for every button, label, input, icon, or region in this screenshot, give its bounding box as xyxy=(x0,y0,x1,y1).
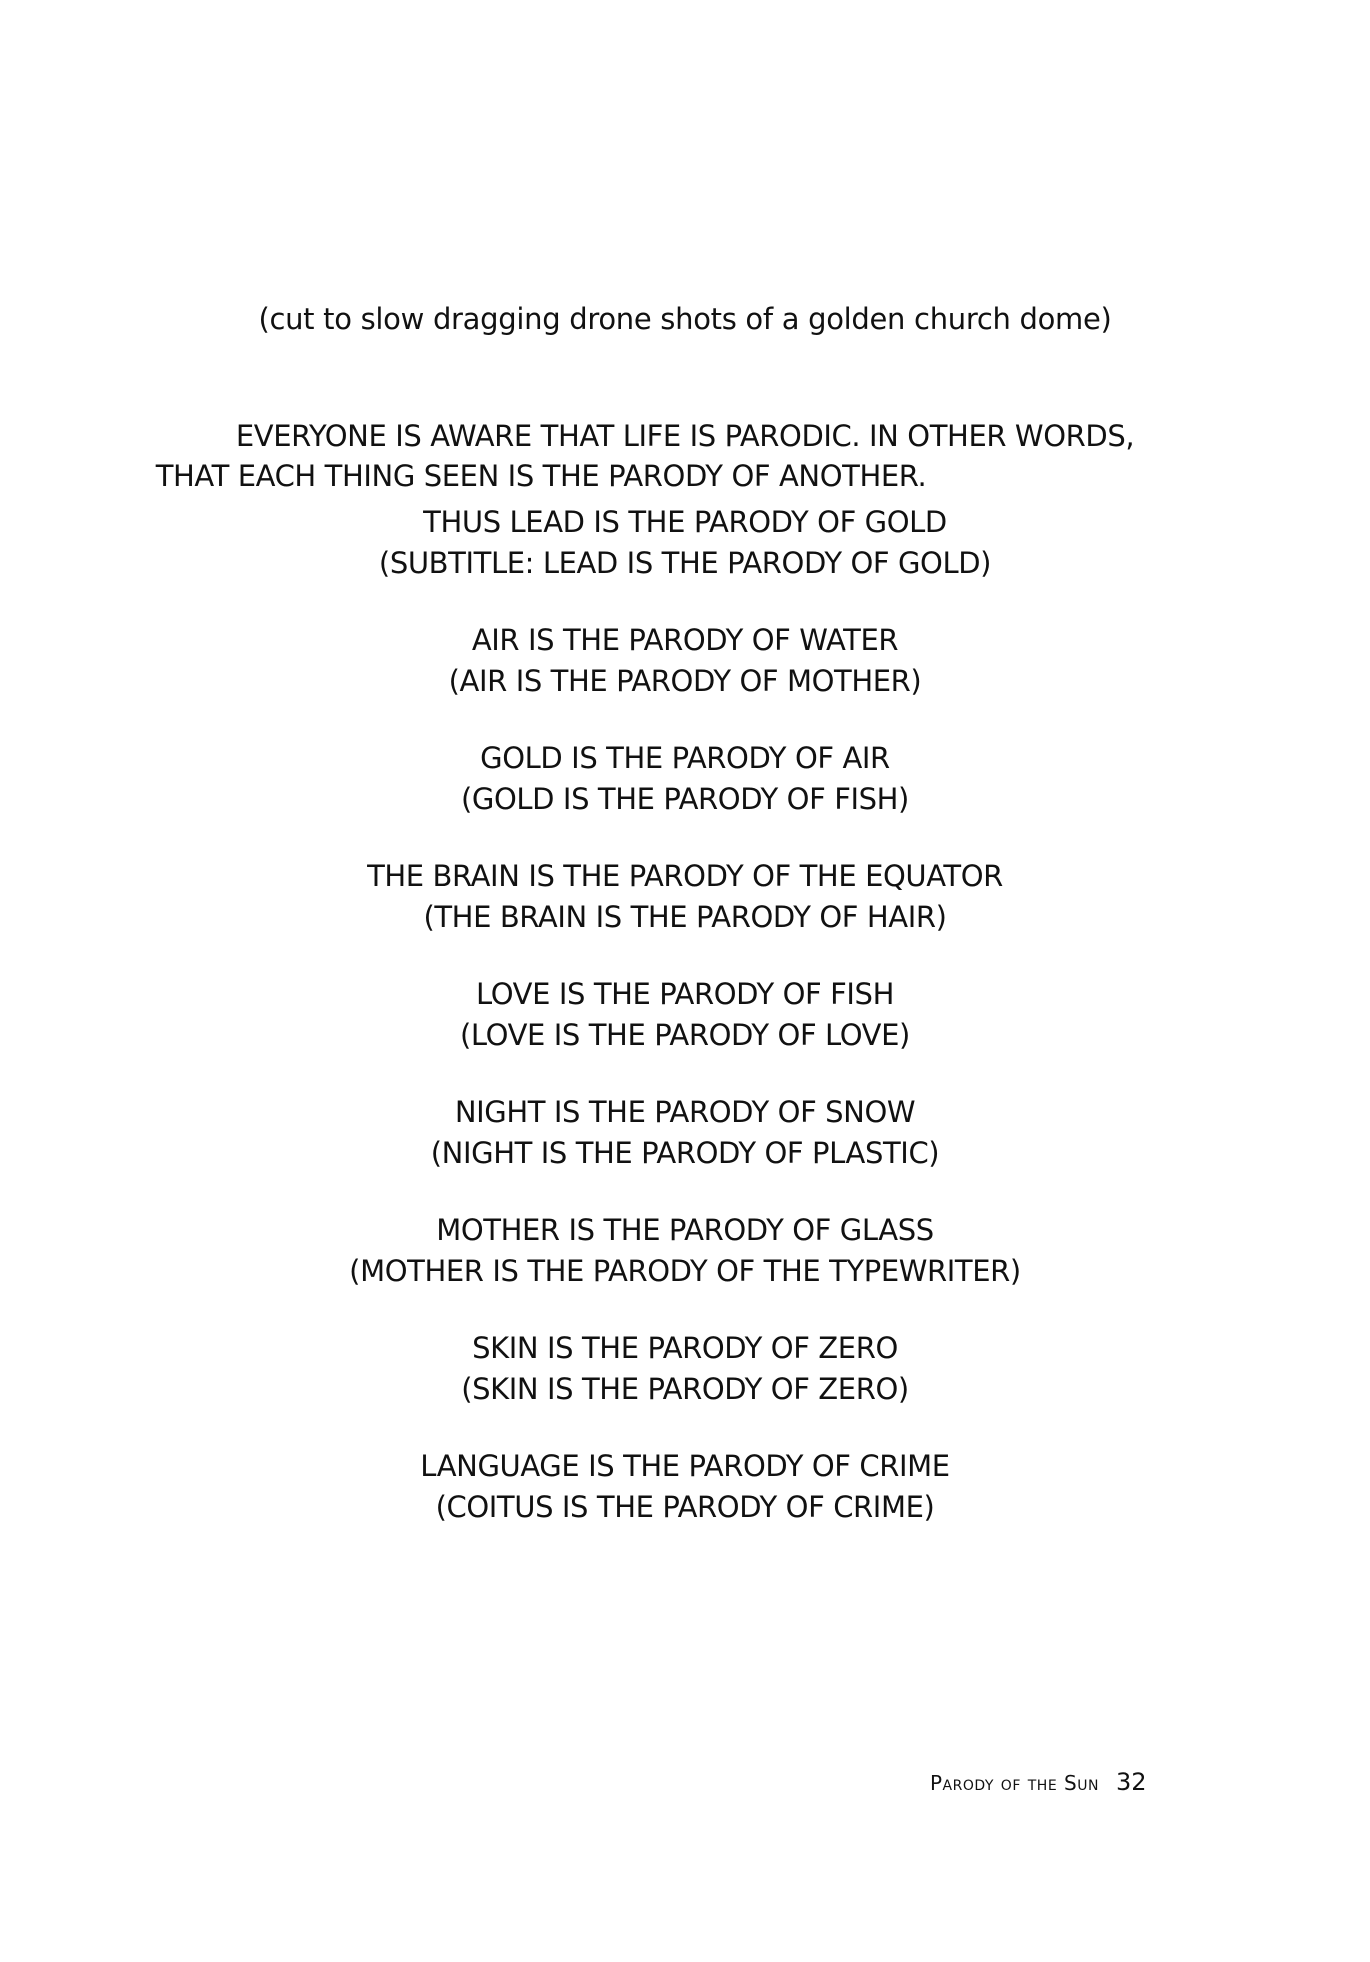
stanza xyxy=(0,620,1370,702)
stanza-line: SKIN IS THE PARODY OF ZERO xyxy=(472,1331,898,1365)
page-number: 32 xyxy=(1115,1768,1147,1796)
stanza-subtitle-line: (NIGHT IS THE PARODY OF PLASTIC) xyxy=(430,1136,940,1170)
stanza xyxy=(0,1446,1370,1528)
stanza-line: NIGHT IS THE PARODY OF SNOW xyxy=(454,1095,916,1129)
stanza-subtitle-line: (GOLD IS THE PARODY OF FISH) xyxy=(461,782,909,816)
stanza-subtitle-line: (MOTHER IS THE PARODY OF THE TYPEWRITER) xyxy=(349,1254,1021,1288)
stanza-subtitle-line: (THE BRAIN IS THE PARODY OF HAIR) xyxy=(423,900,947,934)
stanza-subtitle-line: (SKIN IS THE PARODY OF ZERO) xyxy=(461,1372,909,1406)
stanza-subtitle-line: (LOVE IS THE PARODY OF LOVE) xyxy=(460,1018,910,1052)
stanza-line: LOVE IS THE PARODY OF FISH xyxy=(476,977,894,1011)
stanza-subtitle-line: (AIR IS THE PARODY OF MOTHER) xyxy=(448,664,922,698)
stanza-line: THUS LEAD IS THE PARODY OF GOLD xyxy=(423,505,947,539)
stanza-line: LANGUAGE IS THE PARODY OF CRIME xyxy=(420,1449,950,1483)
page-footer xyxy=(930,1768,1146,1796)
intro-paragraph xyxy=(0,416,1370,496)
running-title: Parody of the Sun xyxy=(930,1771,1099,1795)
stanza xyxy=(0,1210,1370,1292)
stanza xyxy=(0,1328,1370,1410)
intro-line-2: THAT EACH THING SEEN IS THE PARODY OF ANOTHER. xyxy=(155,459,927,493)
stanza xyxy=(0,856,1370,938)
stanza-line: AIR IS THE PARODY OF WATER xyxy=(471,623,899,657)
stanza xyxy=(0,738,1370,820)
stanza xyxy=(0,1092,1370,1174)
stanza-line: GOLD IS THE PARODY OF AIR xyxy=(480,741,890,775)
stanza-subtitle-line: (SUBTITLE: LEAD IS THE PARODY OF GOLD) xyxy=(378,546,992,580)
stanza xyxy=(0,502,1370,584)
intro-line-1: EVERYONE IS AWARE THAT LIFE IS PARODIC. IN OTHER WORDS, xyxy=(235,419,1135,453)
stanza-line: MOTHER IS THE PARODY OF GLASS xyxy=(436,1213,934,1247)
stanza xyxy=(0,974,1370,1056)
stanza-subtitle-line: (COITUS IS THE PARODY OF CRIME) xyxy=(435,1490,935,1524)
stage-direction: (cut to slow dragging drone shots of a golden church dome) xyxy=(258,302,1112,336)
stanza-line: THE BRAIN IS THE PARODY OF THE EQUATOR xyxy=(367,859,1003,893)
